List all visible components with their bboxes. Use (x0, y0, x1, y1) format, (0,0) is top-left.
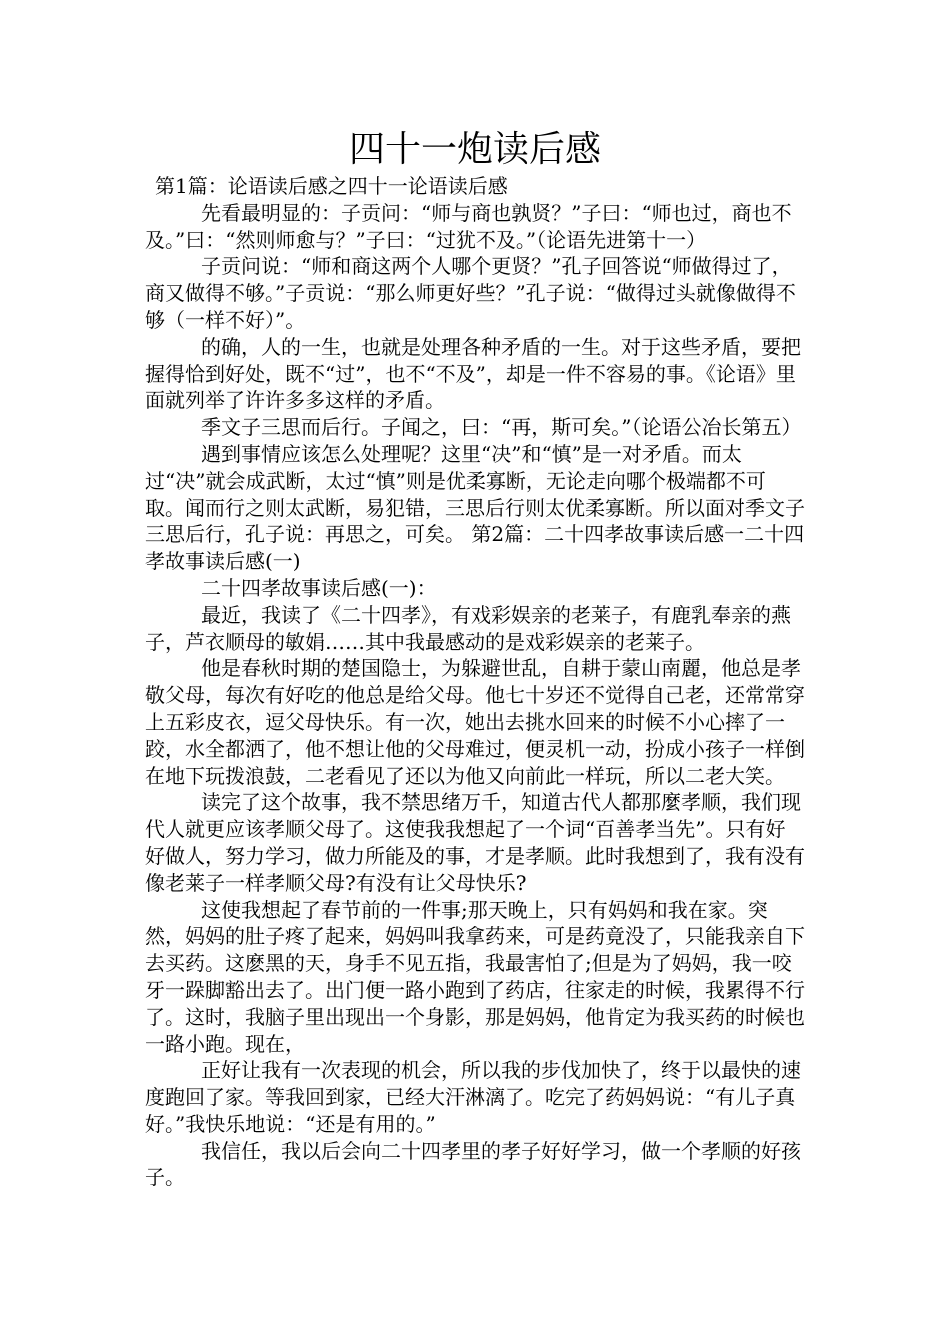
document-body (145, 173, 805, 1191)
paragraph-13: 我信任，我以后会向二十四孝里的孝子好好学习，做一个孝顺的好孩子。 (145, 1138, 801, 1190)
paragraph-3: 子贡问说：“师和商这两个人哪个更贤？”孔子回答说“师做得过了，商又做得不够。”子贡说：“那么师更好些？”孔子说：“做得过头就像做得不够（一样不好）”。 (145, 254, 796, 332)
paragraph-4: 的确，人的一生，也就是处理各种矛盾的一生。对于这些矛盾，要把握得恰到好处，既不“过”，也不“不及”，却是一件不容易的事。《论语》里面就列举了许许多多这样的矛盾。 (145, 334, 801, 413)
paragraph-1: 第1篇：论语读后感之四十一论语读后感 (155, 174, 508, 198)
document-title: 四十一炮读后感 (348, 129, 601, 170)
paragraph-7: 二十四孝故事读后感(一)： (201, 575, 437, 600)
paragraph-6: 遇到事情应该怎么处理呢？这里“决”和“慎”是一对矛盾。而太过“决”就会成武断，太过“慎”则是优柔寡断，无论走向哪个极端都不可取。闻而行之则太武断，易犯错，三思后行则太优柔寡断。所以面对季文子三思后行，孔子说：再思之，可矣。 第2篇：二十四孝故事读后感一二十四孝故事读后感(一) (145, 441, 805, 574)
paragraph-2: 先看最明显的：子贡问：“师与商也孰贤？”子曰：“师也过，商也不及。”曰：“然则师愈与？”子曰：“过犹不及。”（论语先进第十一） (145, 200, 792, 252)
paragraph-12: 正好让我有一次表现的机会，所以我的步伐加快了，终于以最快的速度跑回了家。等我回到家，已经大汗淋漓了。吃完了药妈妈说：“有儿子真好。”我快乐地说：“还是有用的。” (145, 1058, 801, 1136)
paragraph-5: 季文子三思而后行。子闻之，曰：“再，斯可矣。”（论语公冶长第五） (201, 415, 802, 440)
paragraph-10: 读完了这个故事，我不禁思绪万千，知道古代人都那麼孝顺，我们现代人就更应该孝顺父母了。这使我我想起了一个词“百善孝当先”。只有好好做人，努力学习，做力所能及的事，才是孝顺。此时我想到了，我有没有像老莱子一样孝顺父母?有没有让父母快乐? (145, 790, 805, 895)
paragraph-11: 这使我想起了春节前的一件事;那天晚上，只有妈妈和我在家。突然，妈妈的肚子疼了起来，妈妈叫我拿药来，可是药竟没了，只能我亲自下去买药。这麽黑的天，身手不见五指，我最害怕了;但是为了妈妈，我一咬牙一跺脚豁出去了。出门便一路小跑到了药店，往家走的时候，我累得不行了。这时，我脑子里出现出一个身影，那是妈妈，他肯定为我买药的时候也一路小跑。现在， (145, 897, 805, 1056)
paragraph-9: 他是春秋时期的楚国隐士，为躲避世乱，自耕于蒙山南麗，他总是孝敬父母，每次有好吃的他总是给父母。他七十岁还不觉得自己老，还常常穿上五彩皮衣，逗父母快乐。有一次，她出去挑水回来的时候不小心摔了一跤，水全都洒了，他不想让他的父母难过，便灵机一动，扮成小孩子一样倒在地下玩拨浪鼓，二老看见了还以为他又向前此一样玩，所以二老大笑。 (145, 656, 805, 788)
paragraph-8: 最近，我读了《二十四孝》，有戏彩娱亲的老莱子，有鹿乳奉亲的燕子，芦衣顺母的敏娟……其中我最感动的是戏彩娱亲的老莱子。 (145, 602, 791, 654)
